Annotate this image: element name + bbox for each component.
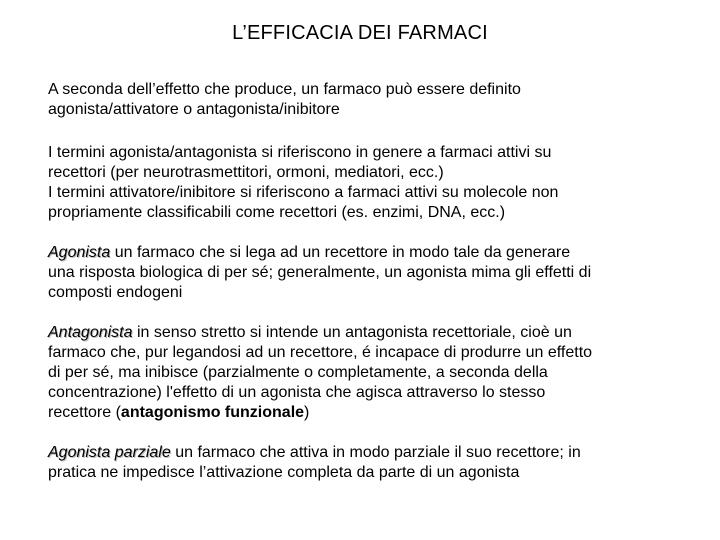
terms-line-3: I termini attivatore/inibitore si riferiscono a farmaci attivi su molecole non [48, 184, 559, 201]
antagonista-line-3: di per sé, ma inibisce (parzialmente o completamente, a seconda della [48, 364, 548, 381]
agonista-term: Agonista [48, 244, 111, 261]
agonista-line-1: un farmaco che si lega ad un recettore in modo tale da generare [110, 244, 571, 261]
terms-line-1: I termini agonista/antagonista si riferiscono in genere a farmaci attivi su [48, 144, 552, 161]
agonista-line-2: una risposta biologica di per sé; generalmente, un agonista mima gli effetti di [48, 264, 592, 281]
slide-body [48, 80, 688, 483]
agonista-parziale-line-1: un farmaco che attiva in modo parziale il suo recettore; in [170, 444, 581, 461]
agonista-line-3: composti endogeni [48, 284, 183, 301]
agonista-parziale-paragraph [48, 443, 688, 483]
antagonista-term: Antagonista [48, 324, 133, 341]
terms-line-4: propriamente classificabili come recettori (es. enzimi, DNA, ecc.) [48, 204, 506, 221]
agonista-parziale-line-2: pratica ne impedisce l’attivazione completa da parte di un agonista [48, 464, 520, 481]
antagonismo-funzionale-term: antagonismo funzionale [120, 404, 305, 421]
antagonista-line-2: farmaco che, pur legandosi ad un recettore, é incapace di produrre un effetto [48, 344, 593, 361]
antagonista-line-1: in senso stretto si intende un antagonista recettoriale, cioè un [132, 324, 572, 341]
intro-paragraph [48, 80, 688, 120]
antagonista-line-5-post: ) [304, 404, 310, 421]
terms-paragraph [48, 143, 688, 223]
antagonista-paragraph [48, 323, 688, 423]
terms-line-2: recettori (per neurotrasmettitori, ormoni, mediatori, ecc.) [48, 164, 444, 181]
intro-line-2: agonista/attivatore o antagonista/inibitore [48, 101, 340, 118]
agonista-paragraph [48, 243, 688, 303]
slide-title: L’EFFICACIA DEI FARMACI [232, 22, 488, 44]
intro-line-1: A seconda dell’effetto che produce, un farmaco può essere definito [48, 81, 521, 98]
agonista-parziale-term: Agonista parziale [48, 444, 171, 461]
antagonista-line-5-pre: recettore ( [48, 404, 121, 421]
antagonista-line-4: concentrazione) l'effetto di un agonista che agisca attraverso lo stesso [48, 384, 546, 401]
